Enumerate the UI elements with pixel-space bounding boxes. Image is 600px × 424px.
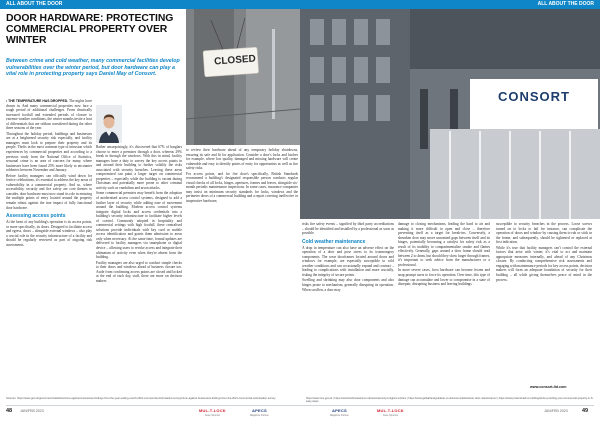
section-header-right [300, 0, 600, 9]
consort-logo: CONSORT [498, 89, 570, 104]
paragraph: In more severe cases, frost hardware can become frozen and snap prompt users to force its operation. Over time, this type of damage can accumulate and lower to compromise in a state of disrepair, disrupting business and leaving buildings [398, 268, 490, 287]
logo-mark: APECS [252, 408, 267, 413]
paragraph: damage to closing mechanisms, leading the hard to air and making it more difficult to open and close – therefore preventing itself as a target for break-ins. Conversely, a shrunken door may move unwanted gaps between itself and its hinges, potentially becoming a catalyst for safety risk as a result of its inability to compartmentalise smoke and flames effectively. Generally, gaps around a door frame should read between 2 to 4mm, but should they show larger through frames, it's important to seek advice from the manufacturer or a professional. [398, 222, 490, 267]
text-column-1 [6, 99, 92, 248]
text-column-2 [96, 145, 182, 284]
logo-caption: Issue Sponsor [382, 414, 399, 417]
logo-caption: Magazine Partner [250, 414, 269, 417]
paragraph: susceptible to security breaches in the process. Loose screws turned on to locks to fail for instance, can complicate the operation of doors and window by causing them to rub or stick in the frame, and subsequently, should be tightened or replaced at first indication. [496, 222, 592, 245]
sources-left: Sources: https://www.gov.uk/government/statistics/crime-against-businesses-findings-from-the-year-ending-march-2021-commercial-victimisation-survey/crime-against-businesses-findings-from-the-2021-commercial-victimisation-survey [6, 397, 276, 400]
paragraph: risks fire safety events – signified by third party accreditations – should be identified and installed by a professional as soon as possible. [302, 222, 394, 236]
building-photo [300, 9, 600, 219]
author-photo-illustration [96, 105, 122, 143]
website-link[interactable]: www.consort-ltd.com [530, 385, 567, 389]
paragraph: Rather unsurprisingly, it's discovered that 67% of burglars choose to enter a premises through a door, whereas 29% break in through the windows. With this in mind, facility managers have a duty to survey the key access points in and around their building to further solidify the risks associated with security breaches. Leaving these areas compromised can paint a larger target on commercial properties – especially while the building is vacant during Christmas and potentially more prone to other criminal activity such as vandalism and arson attacks. [96, 145, 182, 190]
footer-divider [6, 405, 594, 406]
logo-caption: Magazine Partner [330, 414, 349, 417]
closed-door-photo [186, 9, 300, 145]
paragraph: The nights have drawn in. And many commercial properties now face a tough period of additional challenges. From drastically increased footfall and extended periods of closure to extreme weather conditions, the winter months invite a host of differentials that are seldom considered during the other three seasons of the year. [6, 99, 92, 131]
page-number-left: 48 [6, 408, 13, 414]
subheading-cold-weather: Cold weather maintenance [302, 238, 366, 245]
paragraph: to review their hardware ahead of any temporary holiday shutdowns, ensuring its safe and fit for application. Consider a door's locks and latches for example, where low quality, damaged and missing hardware will create vulnerable and easy to identify points of entry for opportunists as well as fire safety risks. [186, 148, 298, 171]
issue-date-left: JAN/FEB 2023 [20, 409, 44, 413]
text-column-6 [496, 222, 592, 283]
logo-mark: MUL-T-LOCK [199, 408, 226, 413]
text-column-4 [302, 222, 394, 293]
section-header-left-text: ALL ABOUT THE DOOR [6, 1, 63, 7]
closed-sign-text: CLOSED [213, 53, 257, 68]
author-photo [96, 105, 122, 143]
article-standfirst: Between crime and cold weather, many commercial facilities develop vulnerabilities over the winter period, but door hardware can play a vital role in protecting property says Daniel May of Consort. [6, 58, 180, 78]
paragraph: While it's true that facility managers can't control the external factors that arise with winter, it's vital to act and maintain appropriate measures internally, and ahead of any Christmas closure. By conducting comprehensive risk assessments and engaging with maintenance periods for key access points, decision makers will form an adequate foundation of security for their building – all while giving themselves peace of mind in the process. [496, 245, 592, 282]
paragraph: Before facility managers can officially wind down for festive celebrations, it's essential to address the key areas of vulnerability in a commercial property. And so, where accessibility, security and fire safety are core themes to consider, door hardware must now stand its role in ensuring the multiple points of entry located around the property remain robust against the true impact of fully functional door hardware. [6, 173, 92, 210]
paragraph: A drop in temperature can also have an adverse effect on the operation of a door and pose stress to its ironmongery components. The wear doorframes located around doors and windows for example, are especially susceptible to cold weather conditions and can occasionally expand and contract – leading to complications with installation and more crucially, risking the integrity of secure points. [302, 245, 394, 277]
section-header-left [0, 0, 300, 9]
paragraph: At the heart of any building's operation is its access points, or more specifically, its doors. Designed to facilitate access and egress, doors – alongside external windows – also play a crucial role in the security infrastructure of a facility and should be regularly reviewed as part of ongoing risk assessments. [6, 220, 92, 247]
section-header-right-text: ALL ABOUT THE DOOR [537, 1, 594, 7]
article-title: DOOR HARDWARE: PROTECTING COMMERCIAL PROPERTY OVER WINTER [6, 13, 174, 46]
text-column-5 [398, 222, 490, 288]
paragraph: For access points, and for fire door's specifically, British Standards recommend a building's designated responsible person conducts regular visual checks of all locks, hinges, apertures, frames and leaves, alongside six-month periodic maintenance inspections. In some cases, insurance companies may insist on minimum security standards for locks, windows and the perimeter doors of a commercial building and a report covering ineffective or inoperative hardware, [186, 171, 298, 204]
mul-t-lock-logo-right [375, 407, 406, 417]
paragraph: Swelling and shrinking may also door components and also hinges prone to mechanism, generally disrupting its operation. When swollen, a door may [302, 278, 394, 292]
paragraph: Facility managers are also urged to conduct simple checks to their doors and windows ahead of business closure too. Aside from confirming access points are closed and locked at the end of each day, staff, there are more on decision makers [96, 260, 182, 283]
issue-date-right: JAN/FEB 2023 [544, 409, 568, 413]
mul-t-lock-logo-left [197, 407, 228, 417]
subheading-access-points: Assessing access points [6, 213, 66, 220]
page-number-right: 49 [582, 408, 589, 414]
paragraph: Throughout the holiday period, buildings and businesses are at a heightened security risk especially, and facility managers must look to prepare their property and its people. Thefts in the most common type of intrusion which experiences by commercial properties and according to a previous study from the National Office of Statistics, seasonal crime is an area of concern for many, where businesses have been found 25% more likely to encounter robberies between November and January. [6, 131, 92, 173]
logo-mark: APECS [332, 408, 347, 413]
lead-in: • THE TEMPERATURE HAS DROPPED. [6, 99, 69, 103]
paragraph: Some commercial premises may benefit from the adoption of modernised access control systems, designed to add a further layer of security while adding ease of movement around the building. Modern access control systems integrate digital locks and access credentials into a building's security infrastructure to facilitate higher levels of control. Commonly adopted in hospitality and commercial settings with high footfall, these centralised solutions provide individuals with key card or mobile access identification and grants them admission to areas only when necessary. At the same time, formal updates are delivered to facility managers via smartphone or digital device – allowing users to revoke access and integrate their ultimatum of activity even when they're absent from the building. [96, 191, 182, 260]
text-column-3 [186, 148, 298, 205]
apecs-logo-left [250, 407, 269, 417]
logo-caption: Issue Sponsor [204, 414, 221, 417]
logo-mark: MUL-T-LOCK [377, 408, 404, 413]
sources-right: https://www.ons.gov.uk | https://www.fireboxaward.co.uk/news/security-burglars-entries/ | https://www.globalhandypadeau.co.uk/news-article/winter-door-maintenance/ | https://www.protectoradi.co.uk/blog/winter-proofing-your-commercial-property-in-5-easy-steps [306, 397, 594, 404]
closed-door-illustration [186, 9, 300, 145]
building-illustration [300, 9, 600, 219]
apecs-logo-right [330, 407, 349, 417]
